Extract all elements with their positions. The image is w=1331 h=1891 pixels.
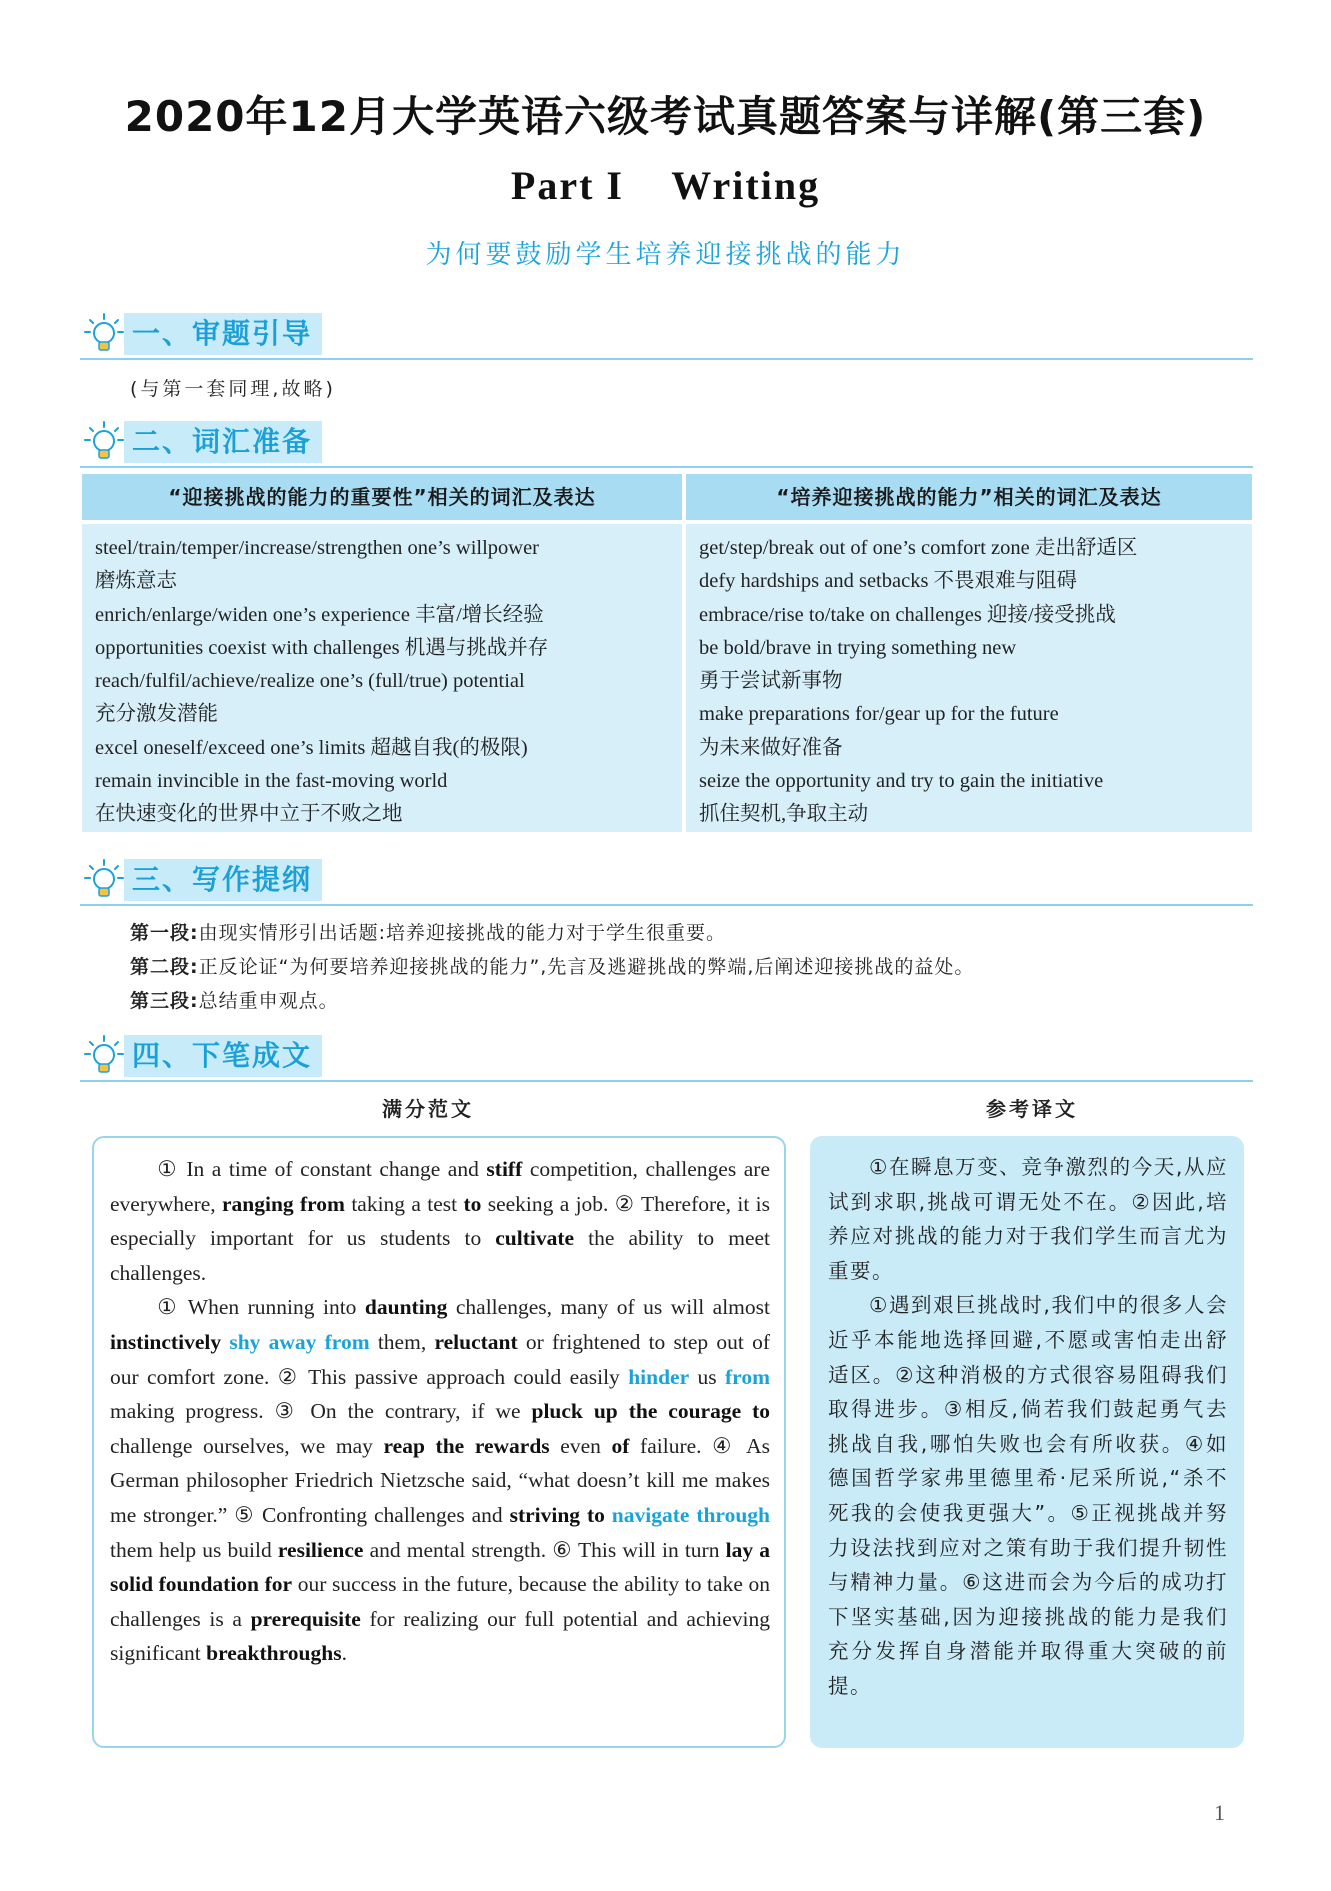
writing-outline: [130, 916, 974, 1018]
section-label: 一、审题引导: [124, 313, 322, 355]
section-rule: [80, 904, 1253, 906]
vocab-line: 勇于尝试新事物: [699, 670, 843, 693]
vocab-line: reach/fulfil/achieve/realize one’s (full/true) potential: [95, 670, 525, 693]
translation-paragraph-2: ①遇到艰巨挑战时,我们中的很多人会近乎本能地选择回避,不愿或害怕走出舒适区。②这种消极的方式很容易阻碍我们取得进步。③相反,倘若我们鼓起勇气去挑战自我,哪怕失败也会有所收获。④如德国哲学家弗里德里希·尼采所说,“杀不死我的会使我更强大”。⑤正视挑战并努力设法找到应对之策有助于我们提升韧性与精神力量。⑥这进而会为今后的成功打下坚实基础,因为迎接挑战的能力是我们充分发挥自身潜能并取得重大突破的前提。: [828, 1293, 1228, 1698]
vocab-line: 为未来做好准备: [699, 736, 843, 759]
lightbulb-icon: [82, 1034, 126, 1078]
omitted-note: (与第一套同理,故略): [130, 378, 336, 400]
vocab-line: opportunities coexist with challenges 机遇与挑战并存: [95, 636, 549, 659]
vocab-line: remain invincible in the fast-moving world: [95, 770, 448, 793]
translation-paragraph-1: ①在瞬息万变、竞争激烈的今天,从应试到求职,挑战可谓无处不在。②因此,培养应对挑战的能力对于我们学生而言尤为重要。: [828, 1155, 1228, 1283]
translation-box: [810, 1136, 1244, 1748]
vocab-line: 抓住契机,争取主动: [699, 803, 869, 826]
section-label: 三、写作提纲: [124, 859, 322, 901]
vocab-line: defy hardships and setbacks 不畏艰难与阻碍: [699, 570, 1078, 593]
model-essay-label: 满分范文: [382, 1097, 474, 1121]
vocab-line: 磨炼意志: [95, 570, 177, 593]
vocab-line: steel/train/temper/increase/strengthen one’s willpower: [95, 537, 540, 559]
lightbulb-icon: [82, 312, 126, 356]
part-title: Part I Writing: [510, 163, 821, 208]
outline-row: 第三段:总结重申观点。: [130, 990, 339, 1012]
vocab-line: embrace/rise to/take on challenges 迎接/接受挑战: [699, 603, 1116, 626]
vocab-column-body: [686, 524, 1252, 832]
essay-paragraph-2: ① When running into daunting challenges, many of us will almost instinctively shy away from them, reluctant or frightened to step out of our comfort zone. ② This passive approach could easily hinder us from making progress. ③ On the contrary, if we pluck up the courage to challenge ourselves, we may reap the rewards even of failure. ④ As German philosopher Friedrich Nietzsche said, “what doesn’t kill me makes me stronger.” ⑤ Confronting challenges and striving to navigate through them help us build resilience and mental strength. ⑥ This will in turn lay a solid foundation for our success in the future, because the ability to take on challenges is a prerequisite for realizing our full potential and achieving significant breakthroughs.: [110, 1295, 771, 1666]
vocab-column-header: “培养迎接挑战的能力”相关的词汇及表达: [686, 474, 1252, 520]
lightbulb-icon: [82, 420, 126, 464]
section-header-vocab: [80, 418, 1253, 468]
vocab-table: [82, 474, 1252, 832]
vocab-line: make preparations for/gear up for the future: [699, 703, 1059, 726]
outline-row: 第一段:由现实情形引出话题:培养迎接挑战的能力对于学生很重要。: [130, 922, 727, 944]
vocab-line: 充分激发潜能: [95, 703, 218, 726]
section-rule: [80, 466, 1253, 468]
vocab-column-importance: [82, 474, 682, 832]
essay-topic: 为何要鼓励学生培养迎接挑战的能力: [425, 240, 906, 270]
translation-label: 参考译文: [986, 1097, 1078, 1121]
vocab-line: excel oneself/exceed one’s limits 超越自我(的极限): [95, 736, 528, 759]
section-label: 四、下笔成文: [124, 1035, 322, 1077]
vocab-line: 在快速变化的世界中立于不败之地: [95, 803, 403, 826]
section-header-review: [80, 310, 1253, 360]
model-essay-box: [92, 1136, 786, 1748]
vocab-line: be bold/brave in trying something new: [699, 636, 1017, 659]
section-label: 二、词汇准备: [124, 421, 322, 463]
section-header-writing: [80, 1032, 1253, 1082]
section-rule: [80, 358, 1253, 360]
vocab-column-header: “迎接挑战的能力的重要性”相关的词汇及表达: [82, 474, 682, 520]
page-number: 1: [1214, 1800, 1225, 1825]
essay-paragraph-1: ① In a time of constant change and stiff competition, challenges are everywhere, ranging from taking a test to seeking a job. ② Therefore, it is especially important for us students to cultivate the ability to meet challenges.: [110, 1157, 771, 1285]
lightbulb-icon: [82, 858, 126, 902]
vocab-column-body: [82, 524, 682, 832]
section-header-outline: [80, 856, 1253, 906]
vocab-line: get/step/break out of one’s comfort zone 走出舒适区: [699, 537, 1138, 559]
vocab-column-cultivation: [686, 474, 1252, 832]
main-title: 2020年12月大学英语六级考试真题答案与详解(第三套): [124, 92, 1207, 141]
outline-row: 第二段:正反论证“为何要培养迎接挑战的能力”,先言及逃避挑战的弊端,后阐述迎接挑战的益处。: [130, 956, 975, 978]
vocab-line: seize the opportunity and try to gain the initiative: [699, 770, 1104, 793]
vocab-line: enrich/enlarge/widen one’s experience 丰富/增长经验: [95, 603, 544, 626]
section-rule: [80, 1080, 1253, 1082]
